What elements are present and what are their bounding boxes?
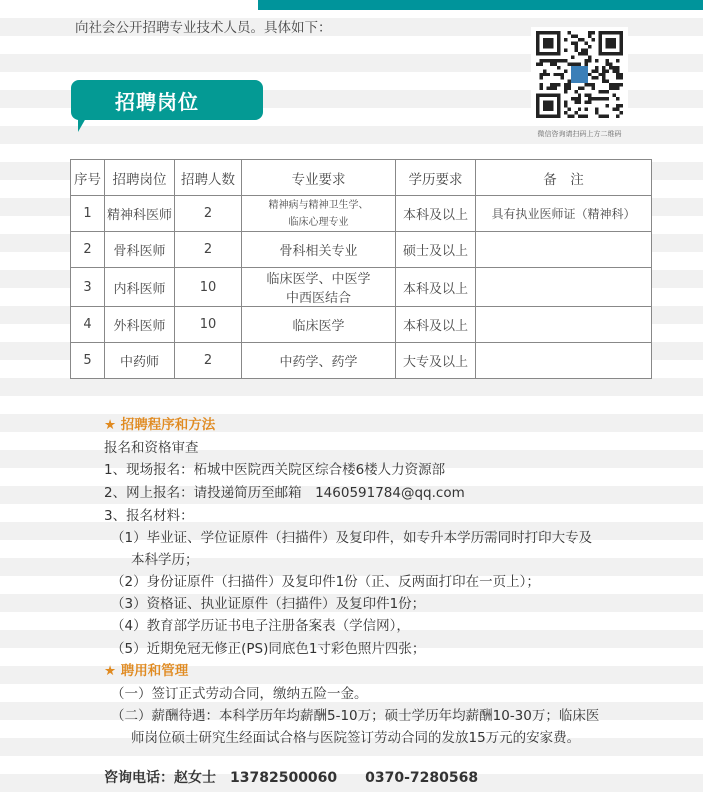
- cell-major: [242, 232, 396, 268]
- cell-education: 本科及以上: [396, 268, 476, 307]
- cell-count: 10: [175, 268, 242, 307]
- header-cell: 备 注: [476, 160, 652, 196]
- header-cell: 序号: [71, 160, 105, 196]
- cell-position: 内科医师: [105, 268, 175, 307]
- procedure-line: （2）身份证原件（扫描件）及复印件1份（正、反两面打印在一页上）；: [111, 574, 540, 590]
- cell-count: 10: [175, 307, 242, 343]
- employment-heading: ★ 聘用和管理: [104, 663, 189, 679]
- bubble-tail: [78, 118, 92, 132]
- procedure-line: （3）资格证、执业证原件（扫描件）及复印件1份；: [111, 596, 426, 612]
- procedure-line: 报名和资格审查: [104, 440, 199, 456]
- cell-index: 3: [71, 268, 105, 307]
- cell-index: 4: [71, 307, 105, 343]
- cell-major: [242, 307, 396, 343]
- header-cell: 专业要求: [242, 160, 396, 196]
- cell-remark: 具有执业医师证（精神科）: [476, 196, 652, 232]
- positions-table: [70, 159, 652, 379]
- major-line: 骨科相关专业: [279, 244, 358, 259]
- cell-remark: [476, 343, 652, 379]
- cell-index: 2: [71, 232, 105, 268]
- top-accent-bar: [258, 0, 703, 10]
- procedure-line: 2、网上报名：请投递简历至邮箱 1460591784@qq.com: [104, 485, 465, 501]
- major-line: 临床心理专业: [288, 216, 349, 228]
- table-row: [71, 343, 652, 379]
- employment-line: （二）薪酬待遇：本科学历年均薪酬5-10万；硕士学历年均薪酬10-30万；临床医: [111, 708, 600, 724]
- employment-line: （一）签订正式劳动合同，缴纳五险一金。: [111, 686, 368, 702]
- procedure-line: 1、现场报名：柘城中医院西关院区综合楼6楼人力资源部: [104, 462, 446, 478]
- cell-position: 外科医师: [105, 307, 175, 343]
- cell-position: 骨科医师: [105, 232, 175, 268]
- procedure-line: 本科学历；: [131, 552, 199, 568]
- header-cell: 学历要求: [396, 160, 476, 196]
- procedure-line: （1）毕业证、学位证原件（扫描件）及复印件，如专升本学历需同时打印大专及: [111, 530, 593, 546]
- cell-position: 中药师: [105, 343, 175, 379]
- cell-education: 大专及以上: [396, 343, 476, 379]
- major-line: 中药学、药学: [279, 355, 358, 370]
- procedure-heading: ★ 招聘程序和方法: [104, 417, 216, 433]
- wechat-qr-code: [531, 27, 628, 122]
- table-header-row: [71, 160, 652, 196]
- procedure-line: （4）教育部学历证书电子注册备案表（学信网），: [111, 618, 410, 634]
- table-row: [71, 232, 652, 268]
- cell-remark: [476, 307, 652, 343]
- procedure-line: （5）近期免冠无修正(PS)同底色1寸彩色照片四张；: [111, 641, 426, 657]
- cell-count: 2: [175, 343, 242, 379]
- cell-remark: [476, 232, 652, 268]
- employment-line: 师岗位硕士研究生经面试合格与医院签订劳动合同的发放15万元的安家费。: [131, 730, 581, 746]
- cell-education: 本科及以上: [396, 307, 476, 343]
- table-row: [71, 268, 652, 307]
- section-title-bubble: 招聘岗位: [71, 80, 263, 120]
- table-row: [71, 307, 652, 343]
- contact-phone: 咨询电话：赵女士 13782500060 0370-7280568: [104, 770, 479, 786]
- cell-major: [242, 196, 396, 232]
- header-cell: 招聘人数: [175, 160, 242, 196]
- major-line: 中西医结合: [285, 291, 351, 306]
- table-row: [71, 196, 652, 232]
- qr-caption: 微信咨询请扫码上方二维码: [537, 130, 622, 138]
- cell-major: [242, 343, 396, 379]
- cell-remark: [476, 268, 652, 307]
- major-line: 精神病与精神卫生学、: [268, 199, 369, 211]
- cell-education: 硕士及以上: [396, 232, 476, 268]
- cell-count: 2: [175, 232, 242, 268]
- cell-education: 本科及以上: [396, 196, 476, 232]
- cell-position: 精神科医师: [105, 196, 175, 232]
- cell-index: 1: [71, 196, 105, 232]
- header-cell: 招聘岗位: [105, 160, 175, 196]
- procedure-line: 3、报名材料：: [104, 508, 194, 524]
- intro-text: 向社会公开招聘专业技术人员。具体如下：: [75, 20, 332, 36]
- cell-count: 2: [175, 196, 242, 232]
- cell-index: 5: [71, 343, 105, 379]
- major-line: 临床医学: [292, 319, 345, 334]
- major-line: 临床医学、中医学: [266, 272, 371, 287]
- cell-major: [242, 268, 396, 307]
